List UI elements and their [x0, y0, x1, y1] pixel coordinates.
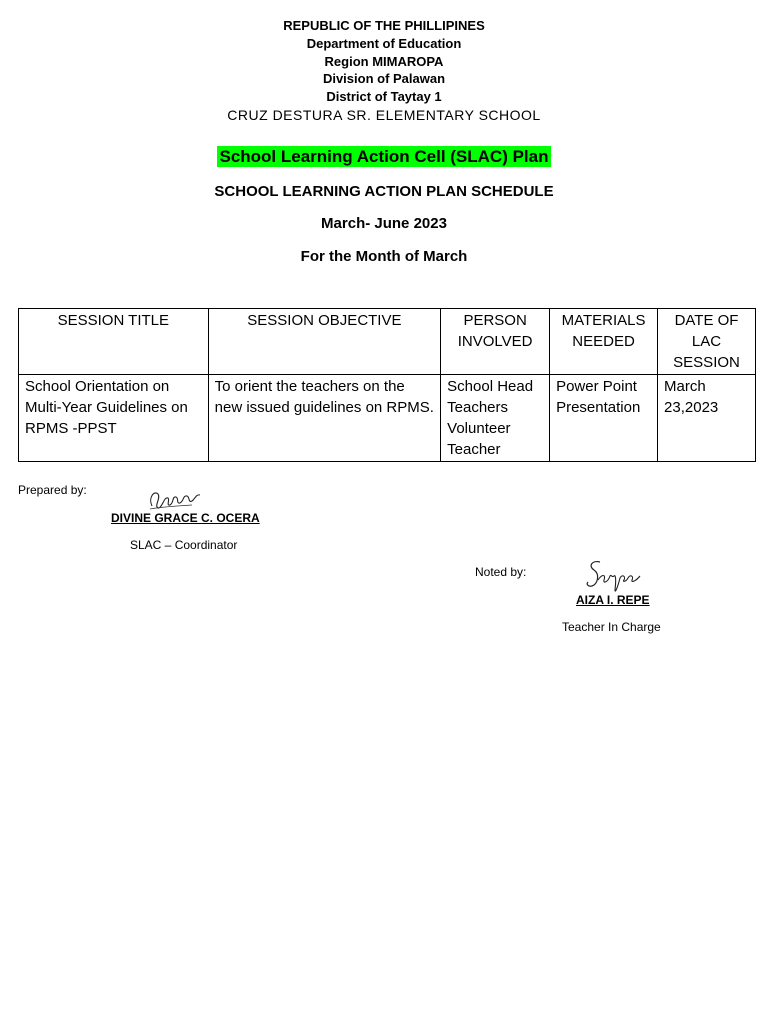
month-label: For the Month of March — [300, 248, 468, 265]
cell-session-title: School Orientation on Multi-Year Guidelines on RPMS -PPST — [19, 375, 209, 462]
header-country: REPUBLIC OF THE PHILLIPINES — [283, 18, 485, 33]
col-header-person-involved: PERSON INVOLVED — [441, 309, 550, 375]
header-division: Division of Palawan — [322, 71, 446, 86]
period-label: March- June 2023 — [321, 215, 447, 232]
col-header-date: DATE OF LAC SESSION — [658, 309, 756, 375]
noted-by-label: Noted by: — [475, 565, 527, 579]
schedule-subtitle: SCHOOL LEARNING ACTION PLAN SCHEDULE — [214, 183, 554, 200]
noted-signature — [582, 556, 646, 598]
cell-date: March 23,2023 — [658, 375, 756, 462]
prepared-signature — [146, 484, 204, 514]
table-header-row — [19, 309, 756, 375]
cell-person-involved: School Head Teachers Volunteer Teacher — [441, 375, 550, 462]
prepared-by-label: Prepared by: — [18, 483, 87, 497]
col-header-session-title: SESSION TITLE — [19, 309, 209, 375]
plan-title — [0, 147, 768, 167]
cell-materials-needed: Power Point Presentation — [550, 375, 658, 462]
slac-schedule-table — [18, 308, 756, 462]
plan-title-text: School Learning Action Cell (SLAC) Plan — [219, 147, 549, 166]
header-region: Region MIMAROPA — [324, 54, 444, 69]
header-district: District of Taytay 1 — [326, 89, 442, 104]
prepared-by-name: DIVINE GRACE C. OCERA — [111, 511, 260, 525]
school-name: CRUZ DESTURA SR. ELEMENTARY SCHOOL — [227, 107, 541, 123]
noted-by-role: Teacher In Charge — [562, 620, 661, 634]
cell-session-objective: To orient the teachers on the new issued guidelines on RPMS. — [208, 375, 441, 462]
noted-by-name: AIZA I. REPE — [576, 593, 650, 607]
header-department: Department of Education — [306, 36, 462, 51]
prepared-by-role: SLAC – Coordinator — [130, 538, 238, 552]
table-row — [19, 375, 756, 462]
col-header-session-objective: SESSION OBJECTIVE — [208, 309, 441, 375]
col-header-materials-needed: MATERIALS NEEDED — [550, 309, 658, 375]
